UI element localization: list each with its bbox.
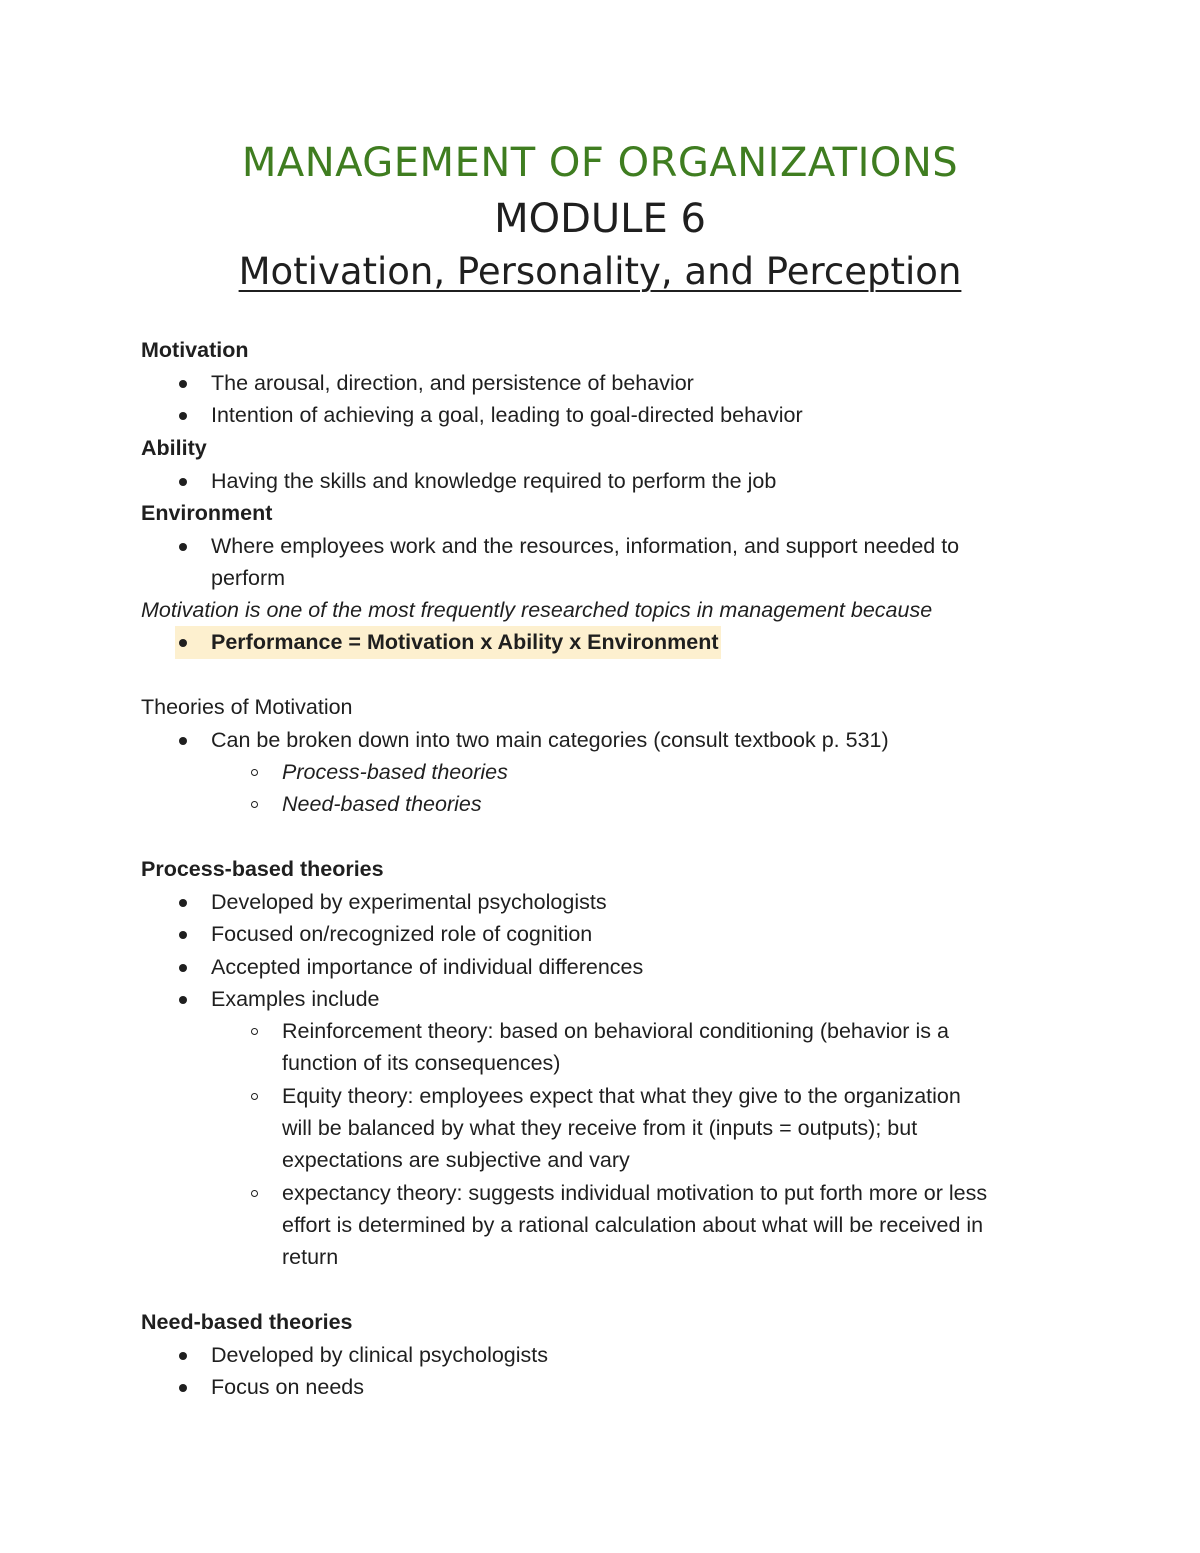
bullet-icon (179, 996, 187, 1004)
research-note: Motivation is one of the most frequently researched topics in management because (141, 598, 933, 622)
sub-list-item-continued: effort is determined by a rational calculation about what will be received in (282, 1213, 984, 1237)
list-item: Developed by experimental psychologists (211, 890, 607, 914)
bullet-icon (179, 964, 187, 972)
bullet-icon (179, 412, 187, 420)
sub-list-item: Process-based theories (282, 760, 508, 784)
bullet-icon (179, 931, 187, 939)
sub-list-item-continued: function of its consequences) (282, 1051, 561, 1075)
bullet-icon (179, 737, 187, 745)
bullet-icon (179, 899, 187, 907)
heading-process-based: Process-based theories (141, 857, 384, 881)
list-item: The arousal, direction, and persistence of behavior (211, 371, 694, 395)
bullet-icon (179, 543, 187, 551)
course-title: MANAGEMENT OF ORGANIZATIONS (241, 140, 959, 186)
heading-theories: Theories of Motivation (141, 695, 353, 719)
sub-list-item-continued: expectations are subjective and vary (282, 1148, 630, 1172)
topic-title: Motivation, Personality, and Perception (238, 250, 962, 293)
sub-list-item: Need-based theories (282, 792, 482, 816)
heading-environment: Environment (141, 501, 273, 525)
bullet-icon (179, 639, 187, 647)
list-item: Developed by clinical psychologists (211, 1343, 549, 1367)
sub-list-item: Equity theory: employees expect that what they give to the organization (282, 1084, 961, 1108)
heading-motivation: Motivation (141, 338, 249, 362)
module-title: MODULE 6 (494, 196, 706, 242)
hollow-bullet-icon (251, 1093, 258, 1100)
formula-highlight (175, 626, 721, 659)
list-item-continued: perform (211, 566, 286, 590)
list-item: Where employees work and the resources, information, and support needed to (211, 534, 960, 558)
heading-ability: Ability (141, 436, 207, 460)
list-item: Can be broken down into two main categories (consult textbook p. 531) (211, 728, 889, 752)
list-item: Focus on needs (211, 1375, 364, 1399)
list-item: Accepted importance of individual differences (211, 955, 644, 979)
sub-list-item: Reinforcement theory: based on behavioral conditioning (behavior is a (282, 1019, 949, 1043)
formula: Performance = Motivation x Ability x Environment (211, 630, 719, 654)
bullet-icon (179, 1352, 187, 1360)
bullet-icon (179, 478, 187, 486)
list-item: Having the skills and knowledge required to perform the job (211, 469, 777, 493)
list-item: Intention of achieving a goal, leading to goal-directed behavior (211, 403, 803, 427)
list-item: Examples include (211, 987, 380, 1011)
list-item: Focused on/recognized role of cognition (211, 922, 593, 946)
hollow-bullet-icon (251, 1190, 258, 1197)
hollow-bullet-icon (251, 769, 258, 776)
bullet-icon (179, 1384, 187, 1392)
hollow-bullet-icon (251, 1028, 258, 1035)
hollow-bullet-icon (251, 801, 258, 808)
heading-need-based: Need-based theories (141, 1310, 353, 1334)
sub-list-item-continued: return (282, 1245, 339, 1269)
sub-list-item-continued: will be balanced by what they receive from it (inputs = outputs); but (282, 1116, 918, 1140)
sub-list-item: expectancy theory: suggests individual motivation to put forth more or less (282, 1181, 988, 1205)
bullet-icon (179, 380, 187, 388)
